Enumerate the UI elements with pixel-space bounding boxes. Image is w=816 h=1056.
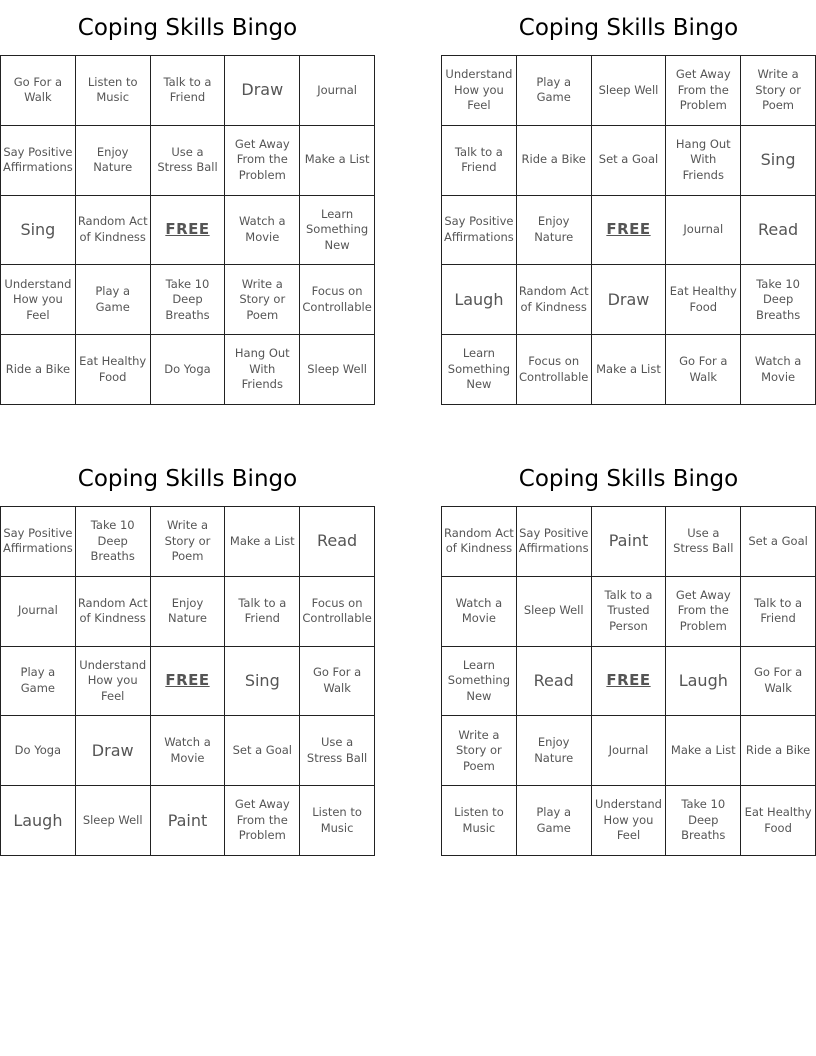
bingo-cell: Ride a Bike — [741, 716, 816, 786]
bingo-cell: Play a Game — [76, 265, 151, 335]
bingo-cell: Make a List — [592, 335, 667, 405]
bingo-cell: Focus on Controllable — [517, 335, 592, 405]
bingo-cell: Make a List — [225, 507, 300, 577]
bingo-cell: Random Act of Kindness — [76, 196, 151, 266]
bingo-cell: Hang Out With Friends — [225, 335, 300, 405]
bingo-cell: Read — [741, 196, 816, 266]
card-title: Coping Skills Bingo — [77, 15, 298, 41]
free-space: FREE — [592, 647, 667, 717]
bingo-cell: Learn Something New — [442, 335, 517, 405]
bingo-cell: Sleep Well — [76, 786, 151, 856]
bingo-cell: Journal — [1, 577, 76, 647]
bingo-cell: Laugh — [1, 786, 76, 856]
bingo-cell: Listen to Music — [300, 786, 375, 856]
card-title: Coping Skills Bingo — [518, 15, 739, 41]
bingo-cell: Paint — [592, 507, 667, 577]
bingo-cell: Set a Goal — [225, 716, 300, 786]
bingo-cell: Set a Goal — [592, 126, 667, 196]
bingo-cell: Focus on Controllable — [300, 577, 375, 647]
bingo-cell: Sing — [741, 126, 816, 196]
bingo-cell: Sing — [225, 647, 300, 717]
bingo-cell: Learn Something New — [300, 196, 375, 266]
bingo-cell: Take 10 Deep Breaths — [76, 507, 151, 577]
bingo-cell: Random Act of Kindness — [76, 577, 151, 647]
bingo-cell: Watch a Movie — [225, 196, 300, 266]
bingo-cell: Get Away From the Problem — [666, 56, 741, 126]
bingo-cell: Go For a Walk — [300, 647, 375, 717]
bingo-cell: Take 10 Deep Breaths — [741, 265, 816, 335]
bingo-cell: Watch a Movie — [151, 716, 226, 786]
bingo-cell: Write a Story or Poem — [225, 265, 300, 335]
bingo-cell: Listen to Music — [442, 786, 517, 856]
bingo-cell: Do Yoga — [151, 335, 226, 405]
free-space: FREE — [592, 196, 667, 266]
bingo-grid — [0, 55, 375, 405]
bingo-cell: Play a Game — [517, 786, 592, 856]
bingo-cell: Sleep Well — [592, 56, 667, 126]
bingo-grid — [441, 55, 816, 405]
bingo-cell: Enjoy Nature — [517, 196, 592, 266]
bingo-cell: Play a Game — [517, 56, 592, 126]
bingo-cell: Talk to a Trusted Person — [592, 577, 667, 647]
bingo-cell: Go For a Walk — [666, 335, 741, 405]
bingo-cell: Understand How you Feel — [76, 647, 151, 717]
bingo-cell: Understand How you Feel — [1, 265, 76, 335]
bingo-cell: Sing — [1, 196, 76, 266]
bingo-cell: Make a List — [300, 126, 375, 196]
bingo-cell: Talk to a Friend — [225, 577, 300, 647]
bingo-cell: Draw — [225, 56, 300, 126]
bingo-cell: Talk to a Friend — [151, 56, 226, 126]
bingo-cell: Use a Stress Ball — [151, 126, 226, 196]
bingo-cell: Enjoy Nature — [151, 577, 226, 647]
bingo-cell: Say Positive Affirmations — [517, 507, 592, 577]
bingo-cell: Journal — [666, 196, 741, 266]
bingo-cell: Eat Healthy Food — [76, 335, 151, 405]
bingo-cell: Get Away From the Problem — [225, 786, 300, 856]
bingo-cell: Write a Story or Poem — [151, 507, 226, 577]
bingo-cell: Ride a Bike — [517, 126, 592, 196]
bingo-cell: Talk to a Friend — [741, 577, 816, 647]
bingo-cell: Read — [300, 507, 375, 577]
bingo-cell: Draw — [76, 716, 151, 786]
bingo-cell: Random Act of Kindness — [442, 507, 517, 577]
bingo-cell: Write a Story or Poem — [442, 716, 517, 786]
bingo-cell: Eat Healthy Food — [741, 786, 816, 856]
bingo-cell: Use a Stress Ball — [666, 507, 741, 577]
bingo-cell: Take 10 Deep Breaths — [666, 786, 741, 856]
bingo-grid — [441, 506, 816, 856]
bingo-cell: Use a Stress Ball — [300, 716, 375, 786]
bingo-cell: Journal — [300, 56, 375, 126]
bingo-cell: Talk to a Friend — [442, 126, 517, 196]
bingo-cell: Do Yoga — [1, 716, 76, 786]
bingo-cell: Enjoy Nature — [517, 716, 592, 786]
bingo-cell: Learn Something New — [442, 647, 517, 717]
bingo-cell: Ride a Bike — [1, 335, 76, 405]
bingo-cell: Go For a Walk — [1, 56, 76, 126]
bingo-cell: Say Positive Affirmations — [1, 507, 76, 577]
bingo-cell: Sleep Well — [300, 335, 375, 405]
bingo-cell: Understand How you Feel — [442, 56, 517, 126]
bingo-cell: Sleep Well — [517, 577, 592, 647]
bingo-cell: Enjoy Nature — [76, 126, 151, 196]
bingo-cell: Make a List — [666, 716, 741, 786]
bingo-grid — [0, 506, 375, 856]
bingo-cell: Get Away From the Problem — [666, 577, 741, 647]
bingo-cell: Go For a Walk — [741, 647, 816, 717]
bingo-cell: Eat Healthy Food — [666, 265, 741, 335]
bingo-cell: Laugh — [666, 647, 741, 717]
bingo-cell: Get Away From the Problem — [225, 126, 300, 196]
bingo-cell: Play a Game — [1, 647, 76, 717]
bingo-cell: Focus on Controllable — [300, 265, 375, 335]
bingo-cell: Listen to Music — [76, 56, 151, 126]
bingo-cell: Watch a Movie — [741, 335, 816, 405]
free-space: FREE — [151, 647, 226, 717]
bingo-cell: Random Act of Kindness — [517, 265, 592, 335]
bingo-cell: Write a Story or Poem — [741, 56, 816, 126]
bingo-cell: Say Positive Affirmations — [442, 196, 517, 266]
bingo-cell: Set a Goal — [741, 507, 816, 577]
bingo-cell: Laugh — [442, 265, 517, 335]
bingo-cell: Read — [517, 647, 592, 717]
bingo-cell: Paint — [151, 786, 226, 856]
free-space: FREE — [151, 196, 226, 266]
bingo-cell: Say Positive Affirmations — [1, 126, 76, 196]
bingo-cell: Watch a Movie — [442, 577, 517, 647]
bingo-cell: Hang Out With Friends — [666, 126, 741, 196]
card-title: Coping Skills Bingo — [77, 466, 298, 492]
bingo-cell: Journal — [592, 716, 667, 786]
bingo-cell: Take 10 Deep Breaths — [151, 265, 226, 335]
bingo-cell: Draw — [592, 265, 667, 335]
bingo-cell: Understand How you Feel — [592, 786, 667, 856]
card-title: Coping Skills Bingo — [518, 466, 739, 492]
